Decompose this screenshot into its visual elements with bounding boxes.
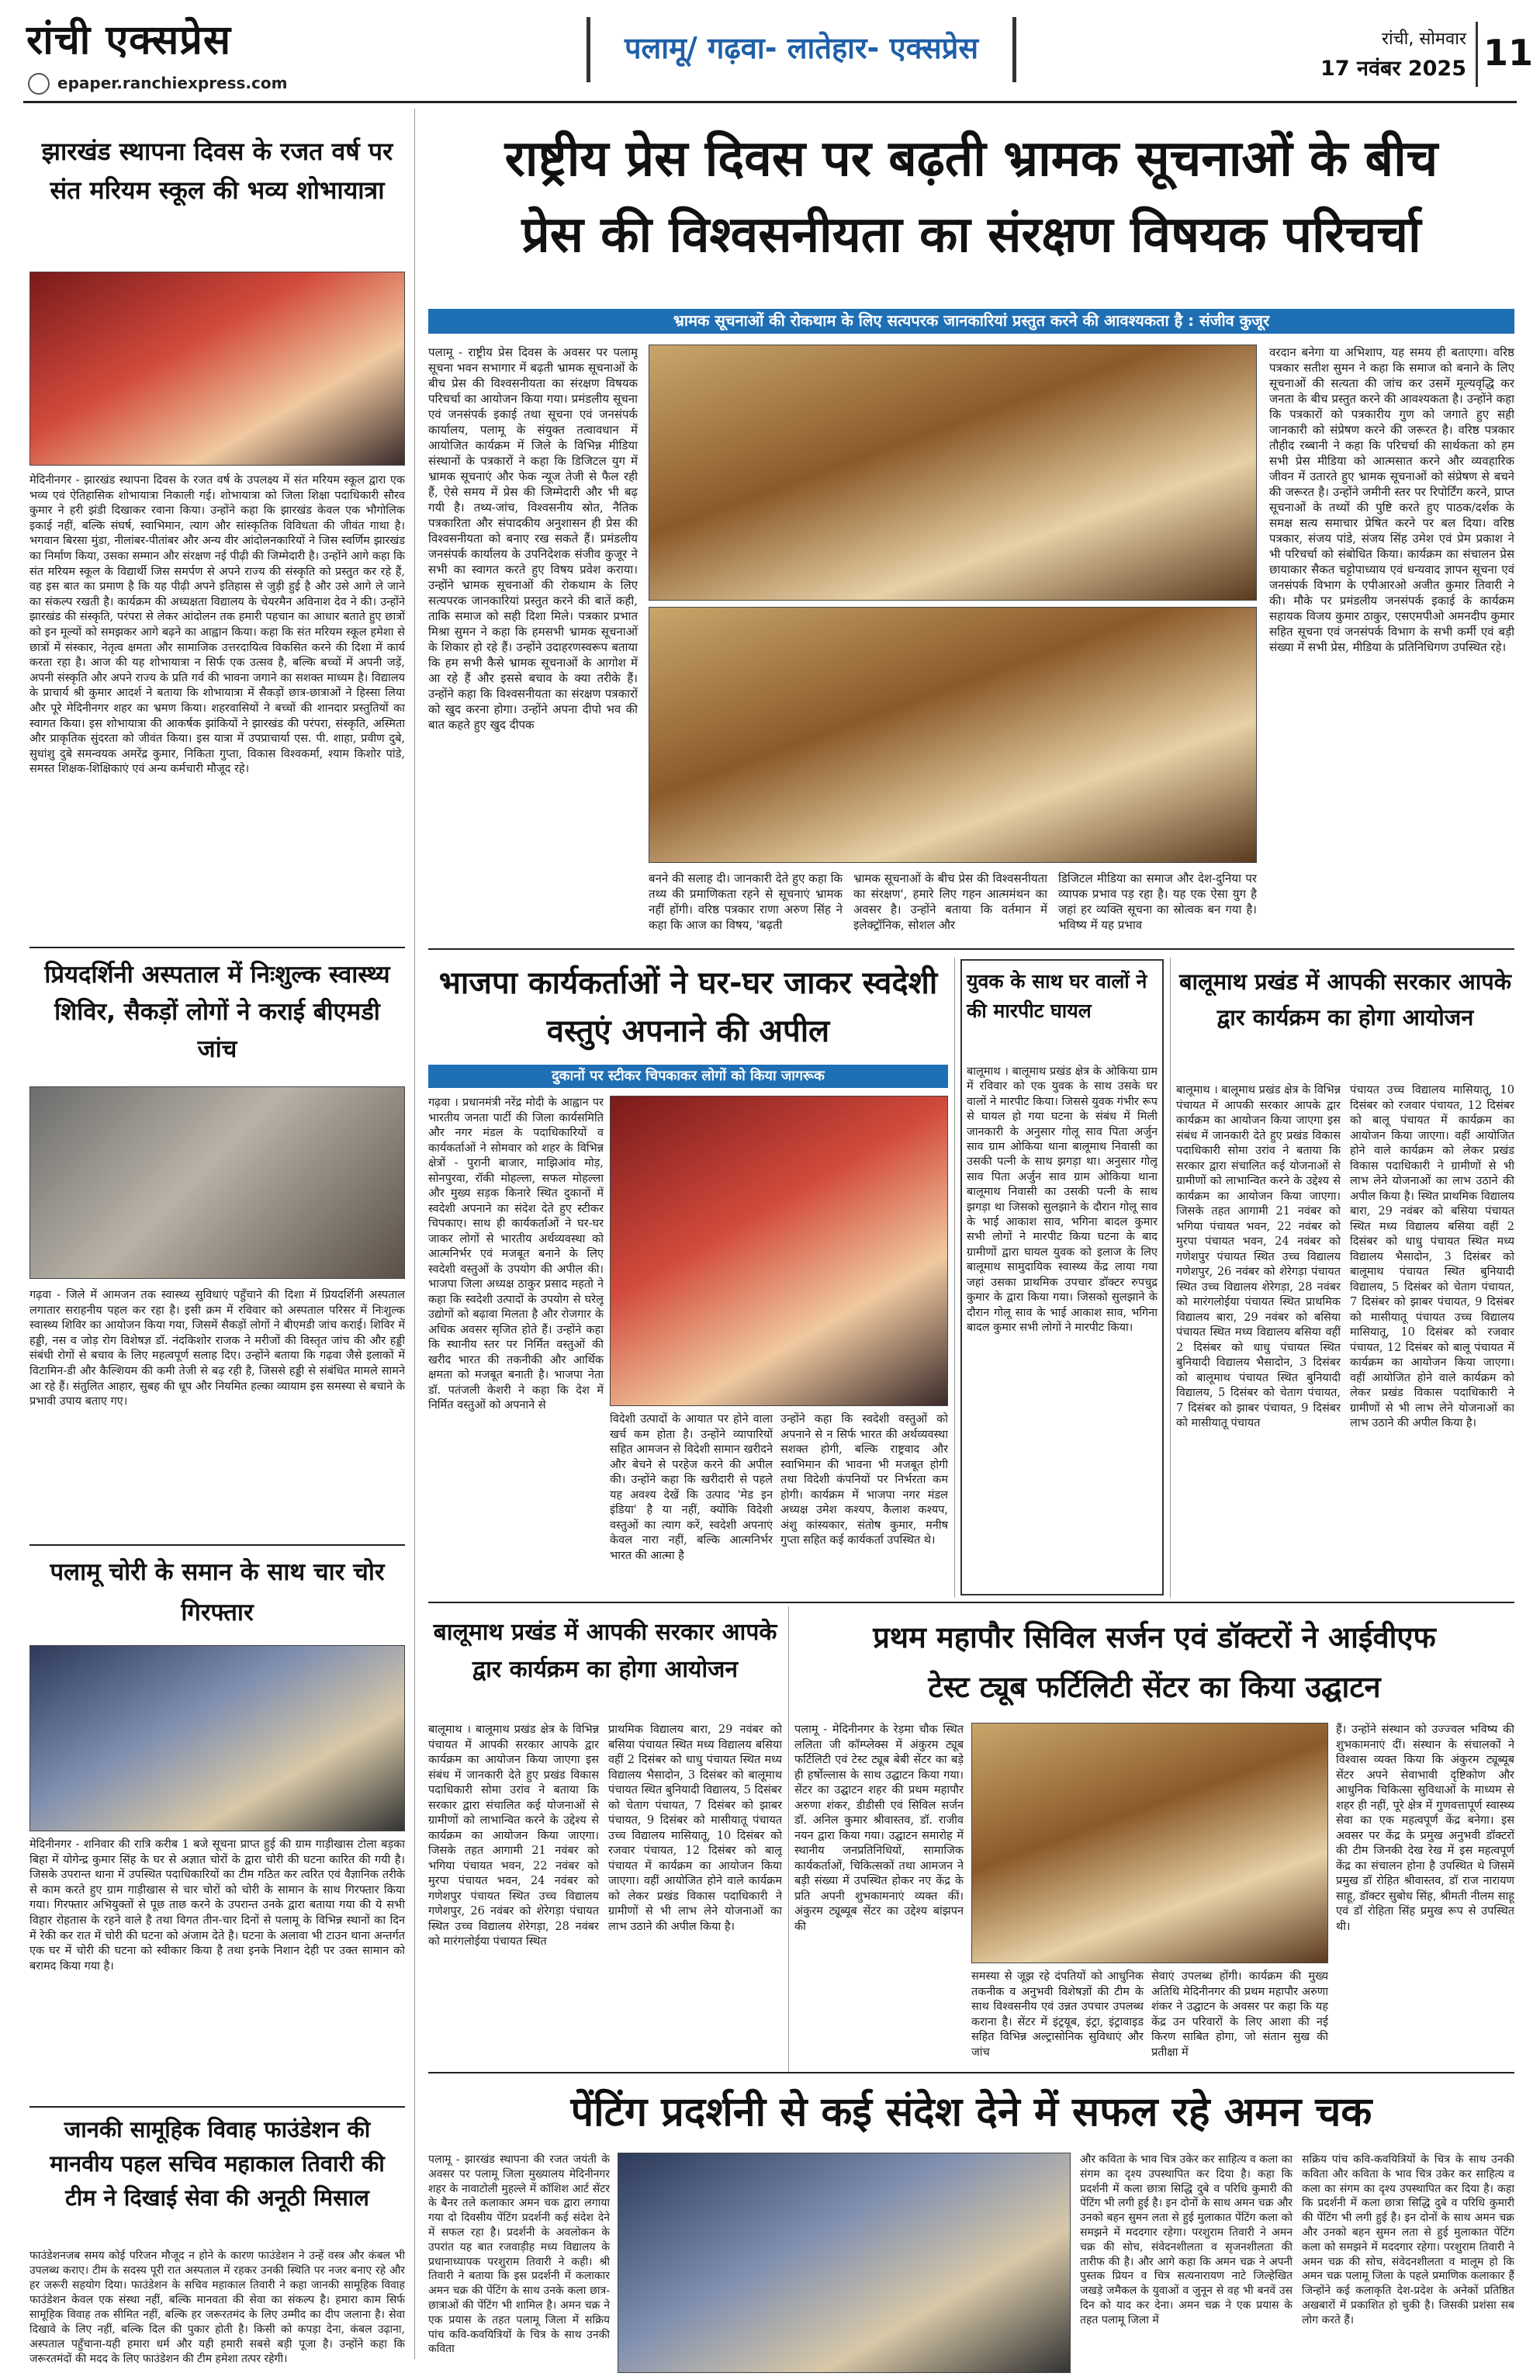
youth-body: बालूमाथ । बालूमाथ प्रखंड क्षेत्र के ओकिया ग्राम में रविवार को एक युवक के साथ उसके घर वालों ने मारपीट किया। जिससे युवक गंभीर रूप से घायल हो गया घटना के संबंध में मिली जानकारी के अनुसार गोलू साव पिता अर्जुन साव ग्राम ओकिया थाना बालूमाथ निवासी का उसकी पत्नी के साथ झगड़ा था। अनुसार गोलू साव पिता अर्जुन साव ग्राम ओकिया थाना बालूमाथ निवासी का उसकी पत्नी के साथ झगड़ा था जिसको सुलझाने के दौरान गोलू साव के भाई आकाश साव, भगिना बादल कुमार सभी लोगों ने मारपीट किया घटना के बाद ग्रामीणों द्वारा घायल युवक को इलाज के लिए बालूमाथ सामुदायिक स्वास्थ्य केंद्र लाया गया जहां उसका प्राथमिक उपचार डॉक्टर रुपचुद्र कुमार के द्वारा किया गया। जिसको सुलझाने के दौरान गोलू साव के भाई आकाश साव, भगिना बादल कुमार सभी लोगों ने मारपीट किया।: [967, 1065, 1158, 1334]
left-story4-body: फाउंडेशनजब समय कोई परिजन मौजूद न होने के कारण फाउंडेशन ने उन्हें वस्त्र और कंबल भी उपलब्ध कराए। टीम के सदस्य पूरी रात अस्पताल में रहकर उनकी स्थिति पर नजर बनाए रहे और हर जरूरी सहयोग दिया। फाउंडेशन के सचिव महाकाल तिवारी ने कहा जानकी सामूहिक विवाह फाउंडेशन केवल एक संस्था नहीं, बल्कि मानवता की सेवा का संकल्प है। हमारा काम सिर्फ सामूहिक विवाह तक सीमित नहीं, बल्कि हर जरूरतमंद के लिए उम्मीद का दीप जलाना है। सेवा दिखावे के लिए नहीं, बल्कि दिल की पुकार होती है। किसी को कपड़ा देना, कंबल उढ़ाना, अस्पताल पहुँचाना-यही हमारा धर्म और यही हमारी सबसे बड़ी पूजा है। उन्होंने कहा कि जरूरतमंदों की मदद के लिए फाउंडेशन की टीम हमेशा तत्पर रहेगी।: [29, 2250, 405, 2365]
ivf-col3: सेवाएं उपलब्ध होंगी। कार्यक्रम की मुख्य अतिथि मेदिनीनगर की प्रथम महापौर अरुणा शंकर ने उद्घाटन के अवसर पर कहा कि यह केंद्र उन परिवारों के लिए आशा की नई किरण साबित होगा, जो संतान सुख की प्रतीक्षा में: [1151, 1970, 1328, 2059]
ivf-inauguration-photo: [971, 1723, 1328, 1963]
ivf-col1: पलामू - मेदिनीनगर के रेड़मा चौक स्थित ललिता जी कॉम्प्लेक्स में अंकुरम ट्यूब फर्टिलिटी एवं टेस्ट ट्यूब बेबी सेंटर का बड़े ही हर्षोल्लास के साथ उद्घाटन किया गया। सेंटर का उद्घाटन शहर की प्रथम महापौर अरुणा शंकर, डीडीसी एवं सिविल सर्जन डॉ. अनिल कुमार श्रीवास्तव, डॉ. राजीव नयन द्वारा किया गया। उद्घाटन समारोह में स्थानीय जनप्रतिनिधियों, सामाजिक कार्यकर्ताओं, चिकित्सकों तथा आमजन ने बड़ी संख्या में उपस्थित होकर नए केंद्र के प्रति अपनी शुभकामनाएं व्यक्त कीं। अंकुरम ट्यूब्यूब सेंटर का उद्देश्य बांझपन की: [794, 1724, 964, 1933]
bjp-col2: विदेशी उत्पादों के आयात पर होने वाला खर्च कम होता है। उन्होंने व्यापारियों सहित आमजन से विदेशी सामान खरीदने और बेचने से परहेज करने की अपील की। उन्होंने कहा कि खरीदारी से पहले यह अवश्य देखें कि उत्पाद 'मेड इन इंडिया' है या नहीं, क्योंकि विदेशी वस्तुओं का त्याग करें, स्वदेशी अपनाएं केवल नारा नहीं, बल्कि आत्मनिर्भर भारत की आत्मा है: [610, 1413, 773, 1562]
section-banner: [587, 17, 1016, 82]
left-story2-headline: प्रियदर्शिनी अस्पताल में निःशुल्क स्वास्थ्य शिविर, सैकड़ों लोगों ने कराई बीएमडी जांच: [44, 961, 390, 1063]
lead-col1: पलामू - राष्ट्रीय प्रेस दिवस के अवसर पर पलामू सूचना भवन सभागार में बढ़ती भ्रामक सूचनाओं के बीच प्रेस की विश्वसनीयता का संरक्षण विषयक परिचर्चा का आयोजन किया गया। प्रमंडलीय सूचना एवं जनसंपर्क इकाई तथा सूचना एवं जनसंपर्क कार्यालय, पलामू के संयुक्त तत्वावधान में आयोजित कार्यक्रम में जिले के विभिन्न मीडिया संस्थानों के पत्रकारों ने कहा कि डिजिटल युग में भ्रामक सूचनाएं और फेक न्यूज तेजी से फैल रही हैं, ऐसे समय में प्रेस की जिम्मेदारी और भी बढ़ गयी है। तथ्य-जांच, विश्वसनीय स्रोत, नैतिक पत्रकारिता और संपादकीय अनुशासन ही प्रेस की विश्वसनीयता को बनाए रख सकते हैं। प्रमंडलीय जनसंपर्क कार्यालय के उपनिदेशक संजीव कुजूर ने सभी का स्वागत करते हुए विषय प्रवेश कराया। उन्होंने भ्रामक सूचनाओं की रोकथाम के लिए सत्यपरक जानकारियां प्रस्तुत करने की बातें कही, ताकि समाज को सही दिशा मिले। पत्रकार प्रभात मिश्रा सुमन ने कहा कि हमसभी भ्रामक सूचनाओं के शिकार हो रहे हैं। उन्होंने उदाहरणस्वरूप बताया कि हम सभी कैसे भ्रामक सूचनाओं के आगोश में आ रहे हैं और इससे बचाव के क्या तरीके हैं। उन्होंने कहा कि विश्वसनीयता का संरक्षण पत्रकारों को खुद करना होगा। उन्होंने अपना दीपो भव की बात कहते हुए खुद दीपक: [428, 345, 638, 732]
masthead-rule: [23, 101, 1517, 103]
painting-col2: और कविता के भाव चित्र उकेर कर साहित्य व कला का संगम का दृश्य उपस्थापित कर दिया है। कहा कि प्रदर्शनी में कला छात्रा सिद्धि दुबे व परिधि कुमारी की पेंटिंग भी लगी हुई है। इन दोनों के साथ अमन चक्र और उनको बहन सुमन लता से हुई मुलाकात पेंटिंग कला को समझने में मददगार रहेगा। परशुराम तिवारी ने अमन चक्र की सोच, संवेदनशीलता व सृजनशीलता की तारीफ की है। और आगे कहा कि अमन चक्र ने अपनी पुस्तक प्रियन व चित्र सत्यनारायण नाटे जिल्हेखित जखड़े जमैकल के युवाओं व जुनून से वह भी बनवें उस दिन को याद कर देना। अमन चक्र ने एक प्रयास के तहत पलामू जिला में: [1080, 2153, 1293, 2326]
youth-headline: युवक के साथ घर वालों ने की मारपीट घायल: [967, 970, 1147, 1022]
painting-col3: सक्रिय पांच कवि-कवयित्रियों के चित्र के साथ उनकी कविता और कविता के भाव चित्र उकेर कर साहित्य व कला का संगम का दृश्य उपस्थापित कर दिया है। कहा कि प्रदर्शनी में कला छात्रा सिद्धि दुबे व परिधि कुमारी की पेंटिंग भी लगी हुई है। इन दोनों के साथ अमन चक्र और उनको बहन सुमन लता से हुई मुलाकात पेंटिंग कला को समझने में मददगार रहेगा। परशुराम तिवारी ने अमन चक्र की सोच, संवेदनशीलता व मालूम हो कि अमन चक्र पलामू जिला के पहले प्रमाणिक कलाकार हैं जिन्होंने कई कलाकृति देश-प्रदेश के अनेकों प्रतिष्ठित अखबारों में प्रकाशित हो चुकी है। जिसकी प्रशंसा सब लोग करते हैं।: [1302, 2153, 1514, 2326]
dateline-divider: [1476, 22, 1478, 87]
lead-headline-line2: प्रेस की विश्वसनीयता का संरक्षण विषयक परिचर्चा: [521, 206, 1421, 264]
ivf-col4: हैं। उन्होंने संस्थान को उज्ज्वल भविष्य की शुभकामनाएं दीं। संस्थान के संचालकों ने विश्वास व्यक्त किया कि अंकुरम ट्यूब्यूब सेंटर अपने सेवाभावी दृष्टिकोण और आधुनिक चिकित्सा सुविधाओं के माध्यम से शहर ही नहीं, पूरे क्षेत्र में गुणवत्तापूर्ण स्वास्थ्य सेवा का एक महत्वपूर्ण केंद्र बनेगा। इस अवसर पर केंद्र के प्रमुख अनुभवी डॉक्टरों की टीम जिनकी देख रेख में इस महत्वपूर्ण केंद्र का संचालन होना है उपस्थित थे जिसमें प्रमुख डॉ रोहित श्रीवास्तव, डॉ राज नारायण साहू, डॉक्टर सुबोध सिंह, श्रीमती नीलम साहू एवं डॉ रोहिता सिंह प्रमुख रूप से उपस्थित थी।: [1336, 1724, 1514, 1933]
left-column-divider: [414, 109, 415, 2359]
school-procession-photo: [29, 272, 405, 466]
lead-bottom-rule: [428, 948, 1514, 950]
website-url[interactable]: epaper.ranchiexpress.com: [57, 74, 288, 92]
lower-rule: [428, 2072, 1514, 2073]
left-rule-3: [29, 2106, 405, 2108]
bjp-strap: दुकानों पर स्टीकर चिपकाकर लोगों को किया जागरूक: [428, 1065, 948, 1088]
lead-caption-col3: डिजिटल मीडिया का समाज और देश-दुनिया पर व्यापक प्रभाव पड़ रहा है। यह एक ऐसा युग है जहां हर व्यक्ति सूचना का स्रोत्वक बन गया है। भविष्य में यह प्रभाव: [1058, 871, 1257, 932]
painting-exhibition-photo: [618, 2153, 1071, 2373]
balumath-right-headline: बालूमाथ प्रखंड में आपकी सरकार आपके द्वार कार्यक्रम का होगा आयोजन: [1178, 968, 1512, 1031]
ivf-headline-line2: टेस्ट ट्यूब फर्टिलिटी सेंटर का किया उद्घाटन: [928, 1670, 1381, 1704]
lead-caption-col1: बनने की सलाह दी। जानकारी देते हुए कहा कि तथ्य की प्रमाणिकता रहने से सूचनाएं भ्रामक नहीं होंगी। वरिष्ठ पत्रकार राणा अरुण सिंह ने कहा कि आज का विषय, 'बढ़ती: [649, 871, 843, 932]
ivf-headline-line1: प्रथम महापौर सिविल सर्जन एवं डॉक्टरों ने आईवीएफ: [873, 1620, 1436, 1654]
balumath-right-col2: पंचायत उच्च विद्यालय मासियातू, 10 दिसंबर को रजवार पंचायत, 12 दिसंबर को बालू पंचायत में कार्यक्रम का आयोजन किया जाएगा। वहीं आयोजित होने वाले कार्यक्रम को लेकर प्रखंड विकास पदाधिकारी ने ग्रामीणों से भी लाभ लेने योजनाओं का लाभ उठाने की अपील किया है। स्थित प्राथमिक विद्यालय बारा, 29 नवंबर को बसिया पंचायत स्थित मध्य विद्यालय बसिया वहीं 2 दिसंबर को धाधु पंचायत स्थित मध्य विद्यालय भैसादोन, 3 दिसंबर को बालूमाथ पंचायत स्थित बुनियादी विद्यालय, 5 दिसंबर को चेताग पंचायत, 7 दिसंबर को झाबर पंचायत, 9 दिसंबर को मासीयातू पंचायत उच्च विद्यालय मासियातू, 10 दिसंबर को रजवार पंचायत, 12 दिसंबर को बालू पंचायत में कार्यक्रम का आयोजन किया जाएगा। वहीं आयोजित होने वाले कार्यक्रम को लेकर प्रखंड विकास पदाधिकारी ने ग्रामीणों से भी लाभ लेने योजनाओं का लाभ उठाने की अपील किया है।: [1350, 1084, 1514, 1429]
left-story1-headline: झारखंड स्थापना दिवस के रजत वर्ष पर संत मरियम स्कूल की भव्य शोभायात्रा: [41, 137, 393, 205]
bjp-col3: उन्होंने कहा कि स्वदेशी वस्तुओं को अपनाने से न सिर्फ भारत की अर्थव्यवस्था सशक्त होगी, बल्कि राष्ट्रवाद और स्वाभिमान की भावना भी मजबूत होगी तथा विदेशी कंपनियों पर निर्भरता कम होगी। कार्यक्रम में भाजपा नगर मंडल अध्यक्ष उमेश कश्यप, कैलाश कश्यप, अंशु कांस्यकार, संतोष कुमार, मनीष गुप्ता सहित कई कार्यकर्ता उपस्थित थे।: [780, 1413, 948, 1547]
left-rule-1: [29, 947, 405, 948]
balumath-left-col1: बालूमाथ । बालूमाथ प्रखंड क्षेत्र के विभिन्न पंचायत में आपकी सरकार आपके द्वार कार्यक्रम का आयोजन किया जाएगा इस संबंध में जानकारी देते हुए प्रखंड विकास पदाधिकारी सोमा उरांव ने बताया कि सरकार द्वारा संचालित कई योजनाओं से ग्रामीणों को लाभान्वित करने के उद्देश्य से कार्यक्रम का आयोजन किया जाएगा। जिसके तहत आगामी 21 नवंबर को भगिया पंचायत भवन, 22 नवंबर को मुरपा पंचायत भवन, 24 नवंबर को गणेशपुर पंचायत स्थित उच्च विद्यालय गणेशपुर, 26 नवंबर को शेरेगड़ा पंचायत स्थित उच्च विद्यालय शेरेगड़ा, 28 नवंबर को मारंगलोईया पंचायत स्थित: [428, 1724, 599, 1948]
section-title: पलामू/ गढ़वा- लातेहार- एक्सप्रेस: [624, 31, 979, 65]
lead-caption-col2: भ्रामक सूचनाओं के बीच प्रेस की विश्वसनीयता का संरक्षण', हमारे लिए गहन आत्ममंथन का अवसर है। उन्होंने बताया कि वर्तमान में इलेक्ट्रॉनिक, सोशल और: [853, 871, 1047, 932]
bjp-sticker-campaign-photo: [610, 1096, 948, 1406]
arrested-thieves-photo: [29, 1645, 405, 1831]
bjp-divider: [954, 958, 955, 1598]
balumath-left-col2: प्राथमिक विद्यालय बारा, 29 नवंबर को बसिया पंचायत स्थित मध्य विद्यालय बसिया वहीं 2 दिसंबर को धाधु पंचायत स्थित मध्य विद्यालय भैसादोन, 3 दिसंबर को बालूमाथ पंचायत स्थित बुनियादी विद्यालय, 5 दिसंबर को चेताग पंचायत, 7 दिसंबर को झाबर पंचायत, 9 दिसंबर को मासीयातू पंचायत उच्च विद्यालय मासियातू, 10 दिसंबर को रजवार पंचायत, 12 दिसंबर को बालू पंचायत में कार्यक्रम का आयोजन किया जाएगा। वहीं आयोजित होने वाले कार्यक्रम को लेकर प्रखंड विकास पदाधिकारी ने ग्रामीणों से भी लाभ लेने योजनाओं का लाभ उठाने की अपील किया है।: [608, 1724, 782, 1933]
ivf-col2: समस्या से जूझ रहे दंपतियों को आधुनिक तकनीक व अनुभवी विशेषज्ञों की टीम के साथ विश्वसनीय एवं उन्नत उपचार उपलब्ध कराना है। सेंटर में इंट्रयूब, इंट्रा, इंट्रावाइड सहित विभिन्न अल्ट्रासोनिक सुविधाएं और जांच: [971, 1970, 1144, 2059]
bjp-headline: भाजपा कार्यकर्ताओं ने घर-घर जाकर स्वदेशी वस्तुएं अपनाने की अपील: [438, 965, 938, 1049]
health-camp-photo: [29, 1086, 405, 1279]
left-story1-body: मेदिनीनगर - झारखंड स्थापना दिवस के रजत वर्ष के उपलक्ष्य में संत मरियम स्कूल द्वारा एक भव्य एवं ऐतिहासिक शोभायात्रा निकाली गई। शोभायात्रा को जिला शिक्षा पदाधिकारी सौरव कुमार ने हरी झंडी दिखाकर रवाना किया। उन्होंने कहा कि झारखंड केवल एक भौगोलिक इकाई नहीं, बल्कि संघर्ष, स्वाभिमान, त्याग और सांस्कृतिक विविधता की जीवंत गाथा है। भगवान बिरसा मुंडा, नीलांबर-पीतांबर और अन्य वीर आंदोलनकारियों ने जिस स्वर्णिम झारखंड का निर्माण किया, उसका सम्मान और संरक्षण नई पीढ़ी की जिम्मेदारी है। उन्होंने आगे कहा कि संत मरियम स्कूल के विद्यार्थी जिस समर्पण से अपने राज्य की संस्कृति को प्रस्तुत कर रहे हैं, वह इस बात का प्रमाण है कि यह पीढ़ी अपने इतिहास से जुड़ी हुई है और उसे आगे ले जाने का संकल्प रखती है। कार्यक्रम की अध्यक्षता विद्यालय के चेयरमैन अविनाश देव ने की। उन्होंने झारखंड की संस्कृति, परंपरा से लेकर आंदोलन तक हमारी पहचान का आधार बताते हुए छात्रों को इन मूल्यों को समझकर आगे बढ़ने का आह्वान किया। कहा कि संत मरियम स्कूल हमेशा से छात्रों में संस्कार, नेतृत्व क्षमता और सामाजिक उत्तरदायित्व विकसित करने की दिशा में कार्य करता रहा है। आज की यह शोभायात्रा न सिर्फ एक उत्सव है, बल्कि बच्चों में अपनी जड़ें, अपनी संस्कृति और अपने राज्य के प्रति गर्व की भावना जगाने का सशक्त माध्यम है। विद्यालय के प्राचार्य श्री कुमार आदर्श ने बताया कि शोभायात्रा में सैकड़ों छात्र-छात्राओं ने हिस्सा लिया और पूरे मेदिनीनगर शहर का भ्रमण किया। शहरवासियों ने बच्चों की शानदार प्रस्तुतियों का स्वागत किया। इस शोभायात्रा की आकर्षक झांकियों ने झारखंड की परंपरा, संस्कृति, अस्मिता और प्राकृतिक सुंदरता को जीवंत किया। इस यात्रा में उपप्राचार्या एस. पी. शाहा, प्रवीण दुबे, सुधांशु दुबे समन्वयक अमरेंद्र कुमार, निकिता गुप्ता, विकास विश्वकर्मा, श्याम किशोर पांडे, समस्त शिक्षक-शिक्षिकाएं एवं अन्य कर्मचारी मौजूद रहे।: [29, 474, 405, 776]
mid-rule: [428, 1602, 1514, 1603]
press-day-lamp-lighting-photo: [649, 345, 1257, 601]
page-number: 11: [1483, 32, 1534, 74]
dateline-date: 17 नवंबर 2025: [1320, 57, 1466, 81]
ivf-divider: [788, 1606, 789, 2072]
left-story4-headline: जानकी सामूहिक विवाह फाउंडेशन की मानवीय पहल सचिव महाकाल तिवारी की टीम ने दिखाई सेवा की अनूठी मिसाल: [50, 2116, 385, 2211]
painting-col1: पलामू - झारखंड स्थापना की रजत जयंती के अवसर पर पलामू जिला मुख्यालय मेदिनीनगर शहर के नावाटोली मुहल्ले में कॉशिश आर्ट सेंटर के बैनर तले कलाकार अमन चक द्वारा लगाया गया दो दिवसीय पेंटिंग प्रदर्शनी कई संदेश देने में सफल रहा है। प्रदर्शनी के अवलोकन के उपरांत यह बात रजवाड़ीह मध्य विद्यालय के प्रधानाध्यापक परशुराम तिवारी ने कही। श्री तिवारी ने बताया कि इस प्रदर्शनी में कलाकार अमन चक्र की पेंटिंग के साथ उनके कला छात्र-छात्राओं की पेंटिंग भी शामिल है। अमन चक्र ने एक प्रयास के तहत पलामू जिला में सक्रिय पांच कवि-कवयित्रियों के चित्र के साथ उनकी कविता: [428, 2153, 610, 2356]
dateline-city: रांची, सोमवार: [1381, 29, 1466, 49]
left-story2-body: गढ़वा - जिले में आमजन तक स्वास्थ्य सुविधाएं पहुँचाने की दिशा में प्रियदर्शिनी अस्पताल लगातार सराहनीय पहल कर रहा है। इसी क्रम में रविवार को अस्पताल परिसर में निःशुल्क स्वास्थ्य शिविर का आयोजन किया गया, जिसमें सैकड़ों लोगों ने बीएमडी जांच कराई। शिविर में हड्डी, नस व जोड़ रोग विशेषज्ञ डॉ. नंदकिशोर राजक ने मरीजों की विस्तृत जांच की और हड्डी संबंधी रोगों से बचाव के लिए महत्वपूर्ण सलाह दिए। उन्होंने बताया कि गढ़वा जैसे इलाकों में विटामिन-डी और कैल्शियम की कमी तेजी से बढ़ रही है, जिससे हड्डी से संबंधित मामले सामने आ रहे हैं। संतुलित आहार, सुबह की धूप और नियमित हल्का व्यायाम इस समस्या से बचाने के प्रभावी उपाय बताए गए।: [29, 1289, 405, 1408]
lead-col3: वरदान बनेगा या अभिशाप, यह समय ही बताएगा। वरिष्ठ पत्रकार सतीश सुमन ने कहा कि समाज को बनाने के लिए सूचनाओं की सत्यता की जांच कर उसमें मूल्यवृद्धि कर जनता के बीच प्रस्तुत करने की आवश्यकता है। उन्होंने कहा कि पत्रकारों को पत्रकारीय गुण को जगाते हुए सही जानकारी को संप्रेषण करने की जरूरत है। वरिष्ठ पत्रकार तौहीद रब्बानी ने कहा कि परिचर्चा की सार्थकता को हम सभी प्रेस मीडिया को आत्मसात करने और व्यवहारिक जीवन में उतारते हुए भ्रामक सूचनाओं को संप्रेषण से बचने की जरूरत है। उन्होंने जमीनी स्तर पर रिपोर्टिंग करने, प्राप्त सूचनाओं के तथ्यों की पुष्टि करते हुए पाठक/दर्शक के समक्ष सत्य समाचार प्रेषित करने पर बल दिया। वरिष्ठ पत्रकार, संजय पांडे, संजय सिंह उमेश एवं प्रेम प्रकाश ने भी परिचर्चा को संबोधित किया। कार्यक्रम का संचालन प्रेस छायाकार सैकत चट्टोपाध्याय एवं धन्यवाद ज्ञापन सूचना एवं जनसंपर्क विभाग के एपीआरओ अजीत कुमार तिवारी ने की। मौके पर प्रमंडलीय जनसंपर्क इकाई के कार्यक्रम सहायक विजय कुमार ठाकुर, एसएमपीओ अमनदीप कुमार सहित सूचना एवं जनसंपर्क विभाग के सभी कर्मी एवं बड़ी संख्या में सभी प्रेस, मीडिया के प्रतिनिधिगण उपस्थित रहे।: [1269, 345, 1514, 654]
painting-headline: पेंटिंग प्रदर्शनी से कई संदेश देने में सफल रहे अमन चक: [570, 2089, 1372, 2136]
lead-headline-line1: राष्ट्रीय प्रेस दिवस पर बढ़ती भ्रामक सूचनाओं के बीच: [504, 130, 1438, 188]
youth-divider: [1170, 958, 1171, 1598]
bjp-col1: गढ़वा । प्रधानमंत्री नरेंद्र मोदी के आह्वान पर भारतीय जनता पार्टी की जिला कार्यसमिति और नगर मंडल के पदाधिकारियों व कार्यकर्ताओं ने सोमवार को शहर के विभिन्न क्षेत्रों - पुरानी बाजार, माझिआंव मोड़, सोनपुरवा, रॉकी मोहल्ला, सफल मोहल्ला और मुख्य सड़क किनारे स्थित दुकानों में स्वदेशी अपनाने का संदेश देते हुए स्टीकर चिपकाए। साथ ही कार्यकर्ताओं ने घर-घर जाकर लोगों से भारतीय अर्थव्यवस्था को आत्मनिर्भर एवं मजबूत बनाने के लिए स्वदेशी वस्तुओं के उपयोग की अपील की। भाजपा जिला अध्यक्ष ठाकुर प्रसाद महतो ने कहा कि स्वदेशी उत्पादों के उपयोग से घरेलू उद्योगों को बढ़ावा मिलता है और रोजगार के अधिक अवसर सृजित होते हैं। उन्होंने कहा कि स्थानीय स्तर पर निर्मित वस्तुओं की खरीद भारत की तकनीकी और आर्थिक क्षमता को मजबूत बनाती है। भाजपा नेता डॉ. पतंजली केशरी ने कहा कि देश में निर्मित वस्तुओं को अपनाने से: [428, 1096, 604, 1412]
brand-logo[interactable]: रांची एक्सप्रेस: [26, 17, 232, 64]
lead-strap: भ्रामक सूचनाओं की रोकथाम के लिए सत्यपरक जानकारियां प्रस्तुत करने की आवश्यकता है : संजीव कुजूर: [428, 309, 1514, 334]
balumath-right-col1: बालूमाथ । बालूमाथ प्रखंड क्षेत्र के विभिन्न पंचायत में आपकी सरकार आपके द्वार कार्यक्रम का आयोजन किया जाएगा इस संबंध में जानकारी देते हुए प्रखंड विकास पदाधिकारी सोमा उरांव ने बताया कि सरकार द्वारा संचालित कई योजनाओं से ग्रामीणों को लाभान्वित करने के उद्देश्य से कार्यक्रम का आयोजन किया जाएगा। जिसके तहत आगामी 21 नवंबर को भगिया पंचायत भवन, 22 नवंबर को मुरपा पंचायत भवन, 24 नवंबर को गणेशपुर पंचायत स्थित उच्च विद्यालय गणेशपुर, 26 नवंबर को शेरेगड़ा पंचायत स्थित उच्च विद्यालय शेरेगड़ा, 28 नवंबर को मारंगलोईया पंचायत स्थित प्राथमिक विद्यालय बारा, 29 नवंबर को बसिया पंचायत स्थित मध्य विद्यालय बसिया वहीं 2 दिसंबर को धाधु पंचायत स्थित बुनियादी विद्यालय भैसादोन, 3 दिसंबर को बालूमाथ पंचायत स्थित बुनियादी विद्यालय, 5 दिसंबर को चेताग पंचायत, 7 दिसंबर को झाबर पंचायत, 9 दिसंबर को मासीयातू पंचायत: [1176, 1084, 1341, 1429]
press-day-discussion-photo: [649, 607, 1257, 863]
left-story3-body: मेदिनीनगर - शनिवार की रात्रि करीब 1 बजे सूचना प्राप्त हुई की ग्राम गाड़ीखास टोला बड़का बिहा में योगेन्द्र कुमार सिंह के घर से अज्ञात चोरों के द्वारा चोरी की घटना कारित की गयी है। जिसके उपरान्त थाना में उपस्थित पदाधिकारियों का टीम गठित कर त्वरित एवं वैज्ञानिक तरीके से काम करते हुए ग्राम गाड़ीखास से चार चोरों को चोरी के सामान के साथ गिरफ्तार किया गया। गिरफ्तार अभियुक्तों से पूछ ताछ करने के उपरान्त उनके द्वारा बताया गया की ये सभी विहार रोहतास के रहने वाले है तथा विगत तीन-चार दिनों से पलामू के विभिन्न स्थानों का दिन में रेकी कर रात में चोरी की घटना को अंजाम देते है। घटना के अलावा भी टाउन थाना अन्तर्गत एक घर में चोरी की घटना को स्वीकार किया है तथा इनके निशान देही पर उक्त सामान को बरामद किया गया है।: [29, 1838, 405, 1973]
left-story3-headline: पलामू चोरी के समान के साथ चार चोर गिरफ्तार: [50, 1558, 385, 1627]
balumath-left-headline: बालूमाथ प्रखंड में आपकी सरकार आपके द्वार कार्यक्रम का होगा आयोजन: [433, 1619, 777, 1683]
left-rule-2: [29, 1544, 405, 1546]
website-icon: [28, 73, 50, 95]
